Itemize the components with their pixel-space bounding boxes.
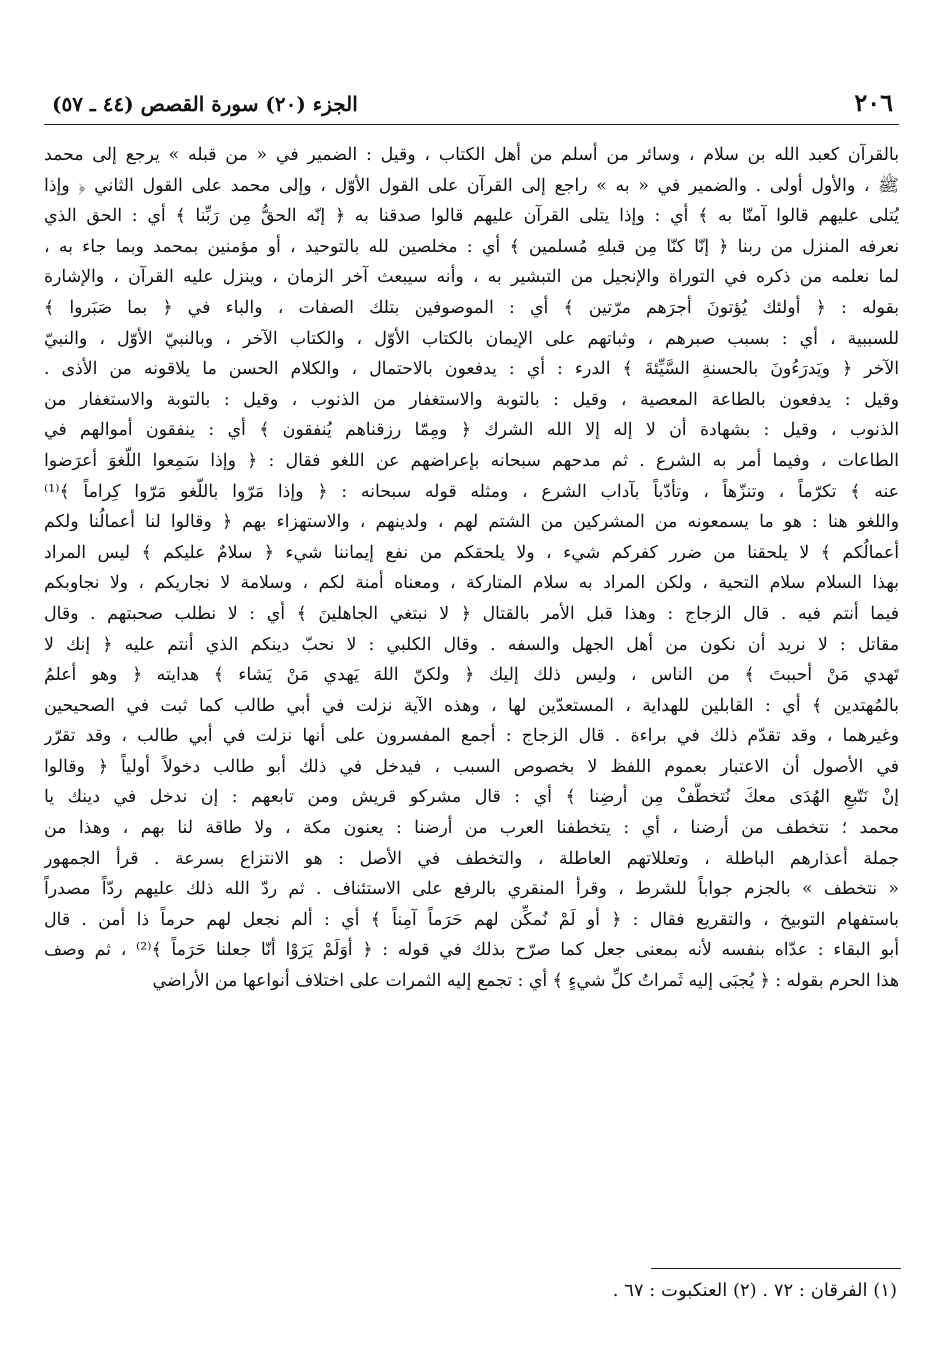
text-line: بهذا السلام سلام التحية ، ولكن المراد به سلام المتاركة ، ومعناه أمنة لكم ، وسلامة لا نجاريكم ، ولا نجاوبكم [44, 573, 899, 594]
text-line: في الأصول أن الاعتبار بعموم اللفظ لا بخصوص السبب ، فيدخل في ذلك أبو طالب دخولاً أولياً ﴿ وقالوا [44, 756, 899, 777]
text-line: ﷺ ، والأول أولى . والضمير في « به » راجع إلى القرآن على القول الأوّل ، وإلى محمد على القول الثاني ﴿ وإذا [44, 175, 899, 196]
text-line: لما نعلمه من ذكره في التوراة والإنجيل من التبشير به ، وأنه سيبعث آخر الزمان ، وينزل عليه القرآن ، والإشارة [44, 267, 899, 288]
text-line: أبو البقاء : عدّاه بنفسه لأنه بمعنى جعل كما صرّح بذلك في قوله : ﴿ أوَلَمْ يَرَوْا أنّا جعلنا حَرَماً ﴾⁽²⁾ ، ثم وصف [44, 940, 899, 961]
page-header [44, 84, 899, 125]
text-line: تَهدي مَنْ أحببتَ ﴾ من الناس ، وليس ذلك إليك ﴿ ولكنّ اللهَ يَهدي مَنْ يَشاء ﴾ هدايته ﴿ وهو أعلمُ [44, 665, 899, 686]
text-line: الذنوب ، وقيل : بشهادة أن لا إله إلا الله الشرك ﴿ ومِمّا رزقناهم يُنفقون ﴾ أي : ينفقون أموالهم في [44, 420, 899, 441]
text-line: وقيل : يدفعون بالطاعة المعصية ، وقيل : بالتوبة والاستغفار من الذنوب ، وقيل : بالتوبة والاستغفار من [44, 389, 899, 410]
footnote-divider [651, 1268, 901, 1269]
text-line: الطاعات ، وفيما أمر به الشرع . ثم مدحهم سبحانه بإعراضهم عن اللغو فقال : ﴿ وإذا سَمِعوا اللّغوَ أعرَضوا [44, 450, 899, 471]
text-line: جملة أعذارهم الباطلة ، وتعللاتهم العاطلة ، والتخطف في الأصل : هو الانتزاع بسرعة . قرأ الجمهور [44, 848, 899, 869]
text-line: بقوله : ﴿ أولئك يُؤتونَ أجرَهم مرّتين ﴾ أي : الموصوفين بتلك الصفات ، والباء في ﴿ بما صَبَروا ﴾ [44, 297, 899, 318]
text-line: بالقرآن كعبد الله بن سلام ، وسائر من أسلم من أهل الكتاب ، وقيل : الضمير في « من قبله » يرجع إلى محمد [44, 145, 899, 165]
text-line: فيما أنتم فيه . قال الزجاج : وهذا قبل الأمر بالقتال ﴿ لا نبتغي الجاهلينَ ﴾ أي : لا نطلب صحبتهم . وقال [44, 603, 899, 624]
page-number: ٢٠٦ [854, 88, 893, 117]
text-line: أعمالُكم ﴾ لا يلحقنا من ضرر كفركم شيء ، ولا يلحقكم من نفع إيماننا شيء ﴿ سلامٌ عليكم ﴾ ليس المراد [44, 542, 899, 563]
footnotes: (١) الفرقان : ٧٢ . (٢) العنكبوت : ٦٧ . [612, 1280, 897, 1301]
text-line: بالمُهتدين ﴾ أي : القابلين للهداية ، المستعدّين لها ، وهذه الآية نزلت في أبي طالب كما ثبت في الصحيحين [44, 695, 899, 716]
text-line: وغيرهما ، وقد تقدّم ذلك في براءة . قال الزجاج : أجمع المفسرون على أنها نزلت في أبي طالب ، وقد تقرّر [44, 726, 899, 747]
running-head: الجزء (٢٠) سورة القصص (٤٤ ـ ٥٧) [52, 92, 358, 116]
text-line: للسببية ، أي : بسبب صبرهم ، وثباتهم على الإيمان بالكتاب الأوّل ، والكتاب الآخر ، وبالنبيّ الأوّل ، والنبيّ [44, 328, 899, 349]
text-line: « نتخطف » بالجزم جواباً للشرط ، وقرأ المنقري بالرفع على الاستئناف . ثم ردّ الله ذلك عليهم ردّاً مصدراً [44, 879, 899, 900]
text-line: واللغو هنا : هو ما يسمعونه من المشركين من الشتم لهم ، ولدينهم ، والاستهزاء بهم ﴿ وقالوا لنا أعمالُنا ولكم [44, 512, 899, 533]
main-text [44, 140, 899, 997]
text-line: يُتلى عليهم قالوا آمنّا به ﴾ أي : وإذا يتلى القرآن عليهم قالوا صدقنا به ﴿ إنّه الحقُّ مِن رَبِّنا ﴾ أي : الحق الذي [44, 206, 899, 227]
text-line: إنْ نَتّبعِ الهُدَى معكَ نُتخطَّفْ مِن أرضِنا ﴾ أي : قال مشركو قريش ومن تابعهم : إن ندخل في دينك يا [44, 787, 899, 808]
text-line: مقاتل : لا نريد أن نكون من أهل الجهل والسفه . وقال الكلبي : لا نحبّ دينكم الذي أنتم عليه ﴿ إنك لا [44, 634, 899, 655]
text-line: عنه ﴾ تكرّماً ، وتنزّهاً ، وتأدّباً بآداب الشرع ، ومثله قوله سبحانه : ﴿ وإذا مَرّوا باللّغو مَرّوا كِراماً ﴾⁽¹⁾ [44, 481, 899, 502]
text-line: نعرفه المنزل من ربنا ﴿ إنّا كنّا مِن قبلهِ مُسلمين ﴾ أي : مخلصين لله بالتوحيد ، أو مؤمنين بمحمد وبما جاء به ، [44, 236, 899, 257]
text-line: باستفهام التوبيخ ، والتقريع فقال : ﴿ أو لَمْ نُمكِّن لهم حَرَماً آمِناً ﴾ أي : ألم نجعل لهم حرماً ذا أمن . قال [44, 909, 899, 930]
text-line: الآخر ﴿ ويَدرَءُونَ بالحسنةِ السَّيِّئةَ ﴾ الدرء : أي : يدفعون بالاحتمال ، والكلام الحسن ما يلاقونه من الأذى . [44, 359, 899, 380]
text-line: محمد ؛ نتخطف من أرضنا ، أي : يتخطفنا العرب من أرضنا : يعنون مكة ، ولا طاقة لنا بهم ، وهذا من [44, 818, 899, 839]
text-line: هذا الحرم بقوله : ﴿ يُجبَى إليه ثَمراتُ كلِّ شيءٍ ﴾ أي : تجمع إليه الثمرات على اختلاف أنواعها من الأراضي [152, 971, 899, 992]
